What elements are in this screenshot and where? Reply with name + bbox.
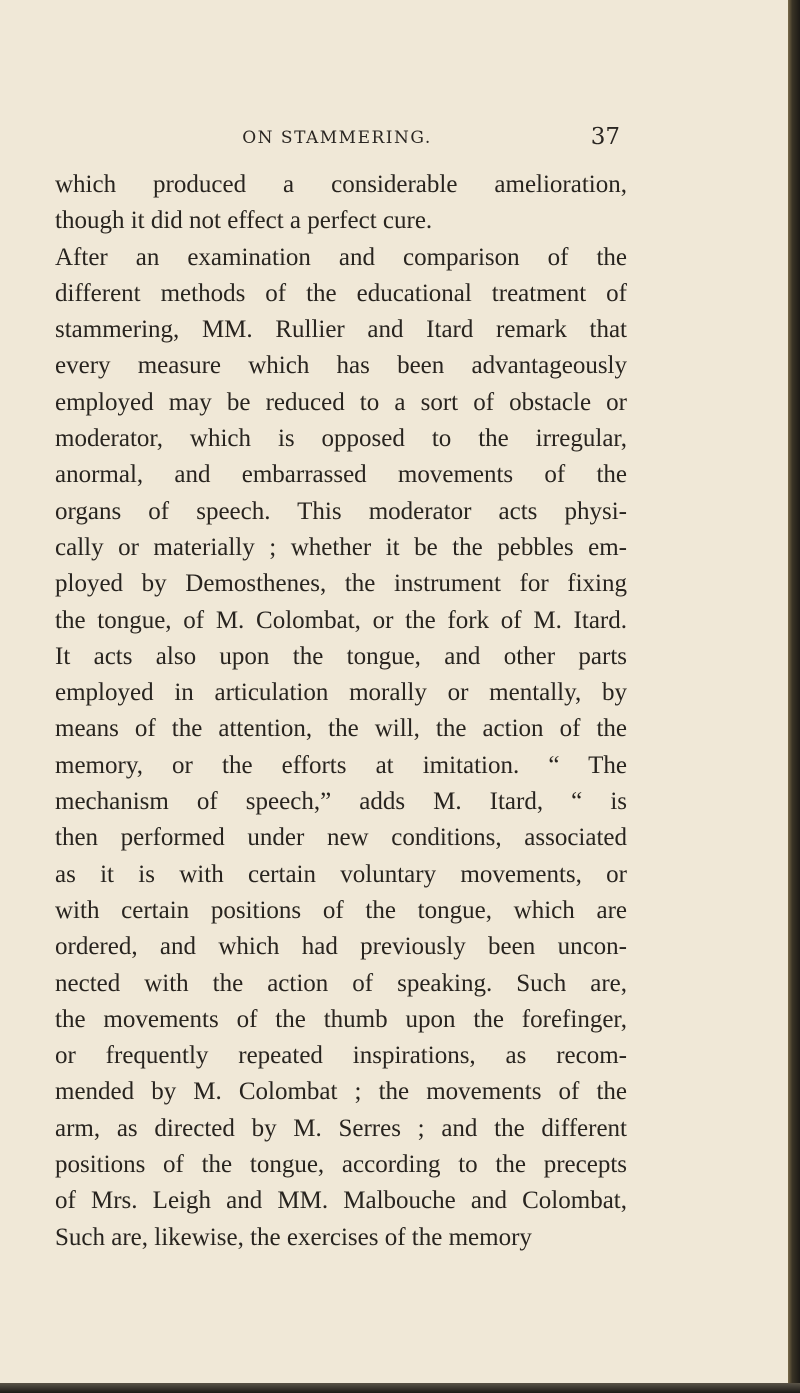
text-line: means of the attention, the will, the action of the [55,715,627,743]
body-text [55,167,627,1256]
text-line: ordered, and which had previously been uncon- [55,933,627,961]
running-head [54,124,620,156]
text-line: as it is with certain voluntary movements, or [55,860,627,888]
text-line: moderator, which is opposed to the irregular, [55,425,627,453]
text-line: organs of speech. This moderator acts physi- [55,497,627,525]
text-line: memory, or the efforts at imitation. “ The [55,751,627,779]
text-line: employed may be reduced to a sort of obstacle or [55,388,627,416]
text-line: ployed by Demosthenes, the instrument for fixing [55,570,627,598]
text-line: or frequently repeated inspirations, as recom- [55,1042,627,1070]
text-line: the movements of the thumb upon the forefinger, [55,1005,627,1033]
text-line: positions of the tongue, according to the precepts [55,1151,627,1179]
binding-edge [788,0,800,1393]
text-line: stammering, MM. Rullier and Itard remark that [55,316,627,344]
text-line: with certain positions of the tongue, which are [55,896,627,924]
bottom-edge [0,1383,800,1393]
text-line: the tongue, of M. Colombat, or the fork of M. Itard. [55,606,627,634]
text-line: Such are, likewise, the exercises of the memory [55,1223,532,1251]
text-line: every measure which has been advantageously [55,352,627,380]
text-line: cally or materially ; whether it be the pebbles em- [55,533,627,561]
text-line: arm, as directed by M. Serres ; and the different [55,1114,627,1142]
page-number: 37 [590,124,620,150]
text-line: mechanism of speech,” adds M. Itard, “ is [55,788,627,816]
text-line: of Mrs. Leigh and MM. Malbouche and Colombat, [55,1187,627,1215]
text-line: employed in articulation morally or mentally, by [55,679,627,707]
text-line: It acts also upon the tongue, and other parts [55,642,627,670]
text-line: nected with the action of speaking. Such are, [55,969,627,997]
text-line: anormal, and embarrassed movements of the [55,461,627,489]
text-line: different methods of the educational treatment of [55,279,627,307]
text-line: mended by M. Colombat ; the movements of the [55,1078,627,1106]
text-line: which produced a considerable amelioration, [55,171,627,198]
text-line: though it did not effect a perfect cure. [55,207,433,235]
text-line: After an examination and comparison of the [55,243,627,271]
running-title: ON STAMMERING. [242,128,432,148]
text-line: then performed under new conditions, associated [55,824,627,852]
